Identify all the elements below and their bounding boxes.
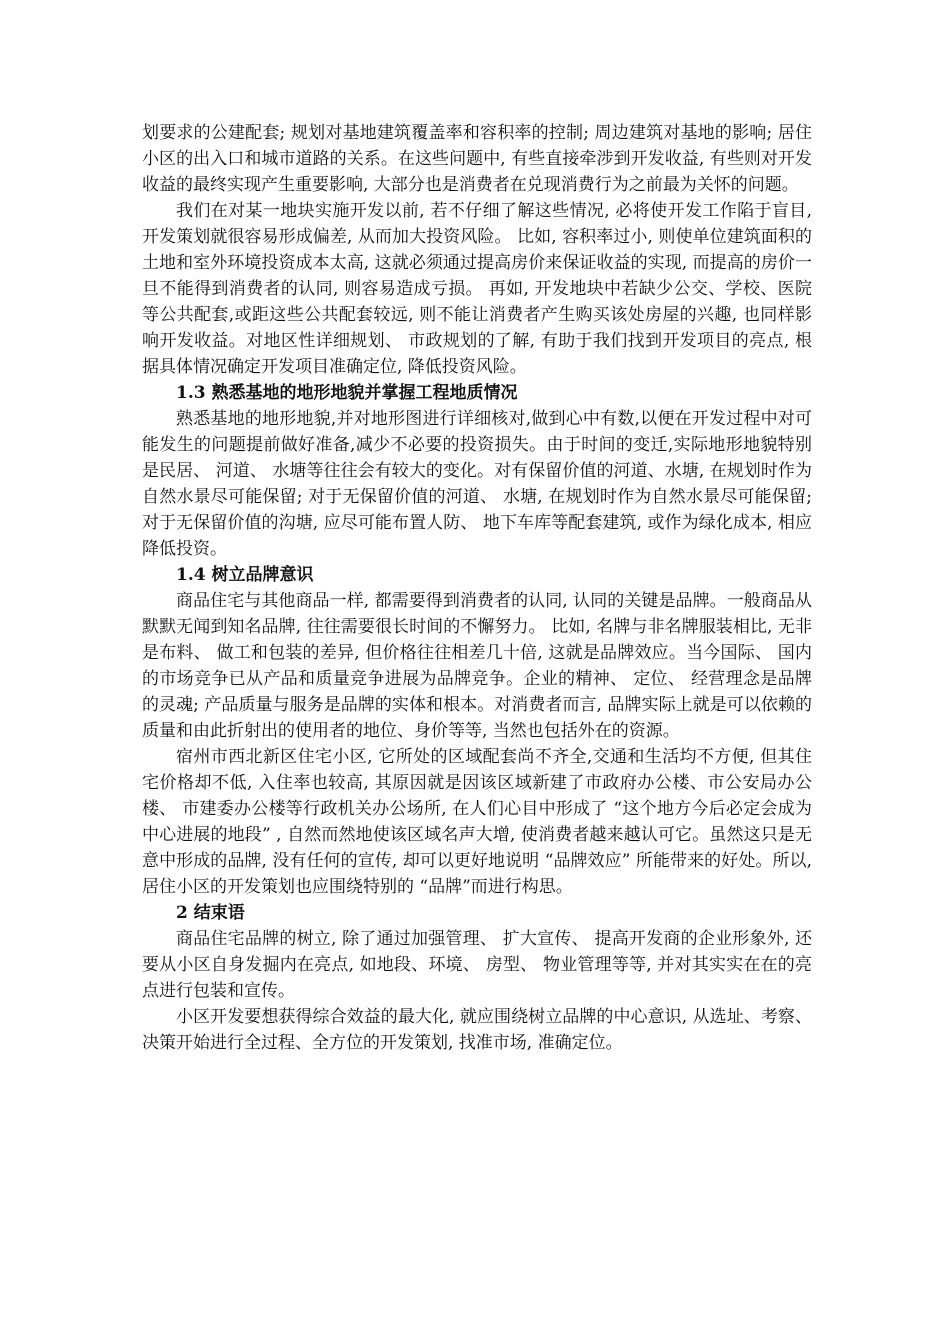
heading-conclusion: 2 结束语 bbox=[176, 903, 245, 923]
paragraph-investment-risk: 我们在对某一地块实施开发以前, 若不仔细了解这些情况, 必将使开发工作陷于盲目, 开发策划就很容易形成偏差, 从而加大投资风险。 比如, 容积率过小, 则使单位建筑面积的土地和室外环境投资成本太高, 这就必须通过提高房价来保证收益的实现, 而提高的房价一旦不能得到消费者的认同, 则容易造成亏损。 再如, 开发地块中若缺少公交、学校、医院等公共配套,或距这些公共配套较远, 则不能让消费者产生购买该处房屋的兴趣, 也同样影响开发收益。对地区性详细规划、 市政规划的了解, 有助于我们找到开发项目的亮点, 根据具体情况确定开发项目准确定位, 降低投资风险。 bbox=[142, 201, 812, 377]
paragraph-brand-effect: 商品住宅与其他商品一样, 都需要得到消费者的认同, 认同的关键是品牌。一般商品从默默无闻到知名品牌, 往往需要很长时间的不懈努力。 比如, 名牌与非名牌服装相比, 无非是布料、 做工和包装的差异, 但价格往往相差几十倍, 这就是品牌效应。当今国际、 国内的市场竞争已从产品和质量竞争进展为品牌竞争。企业的精神、 定位、 经营理念是品牌的灵魂; 产品质量与服务是品牌的实体和根本。对消费者而言, 品牌实际上就是可以依赖的质量和由此折射出的使用者的地位、身价等等, 当然也包括外在的资源。 bbox=[142, 591, 812, 741]
document-body bbox=[142, 120, 812, 1056]
paragraph-public-facilities: 划要求的公建配套; 规划对基地建筑覆盖率和容积率的控制; 周边建筑对基地的影响; 居住小区的出入口和城市道路的关系。在这些问题中, 有些直接牵涉到开发收益, 有些则对开发收益的最终实现产生重要影响, 大部分也是消费者在兑现消费行为之前最为关怀的问题。 bbox=[142, 123, 812, 195]
paragraph-suzhou-example: 宿州市西北新区住宅小区, 它所处的区域配套尚不齐全,交通和生活均不方便, 但其住宅价格却不低, 入住率也较高, 其原因就是因该区域新建了市政府办公楼、市公安局办公楼、 市建委办公楼等行政机关办公场所, 在人们心目中形成了 “这个地方今后必定会成为中心进展的地段” , 自然而然地使该区域名声大增, 使消费者越来越认可它。虽然这只是无意中形成的品牌, 没有任何的宣传, 却可以更好地说明 “品牌效应” 所能带来的好处。所以, 居住小区的开发策划也应围绕特别的 “品牌”而进行构思。 bbox=[142, 747, 812, 897]
paragraph-terrain: 熟悉基地的地形地貌,并对地形图进行详细核对,做到心中有数,以便在开发过程中对可能发生的问题提前做好准备,减少不必要的投资损失。由于时间的变迁,实际地形地貌特别是民居、 河道、 水塘等往往会有较大的变化。对有保留价值的河道、水塘, 在规划时作为自然水景尽可能保留; 对于无保留价值的河道、 水塘, 在规划时作为自然水景尽可能保留; 对于无保留价值的沟塘, 应尽可能布置人防、 地下车库等配套建筑, 或作为绿化成本, 相应降低投资。 bbox=[142, 409, 812, 559]
heading-terrain-geology: 1.3 熟悉基地的地形地貌并掌握工程地质情况 bbox=[176, 383, 518, 403]
paragraph-conclusion-brand: 商品住宅品牌的树立, 除了通过加强管理、 扩大宣传、 提高开发商的企业形象外, 还要从小区自身发掘内在亮点, 如地段、环境、 房型、 物业管理等等, 并对其实实在在的亮点进行包装和宣传。 bbox=[142, 929, 812, 1001]
paragraph-conclusion-benefit: 小区开发要想获得综合效益的最大化, 就应围绕树立品牌的中心意识, 从选址、考察、决策开始进行全过程、全方位的开发策划, 找准市场, 准确定位。 bbox=[142, 1007, 812, 1053]
heading-brand-awareness: 1.4 树立品牌意识 bbox=[176, 565, 314, 585]
